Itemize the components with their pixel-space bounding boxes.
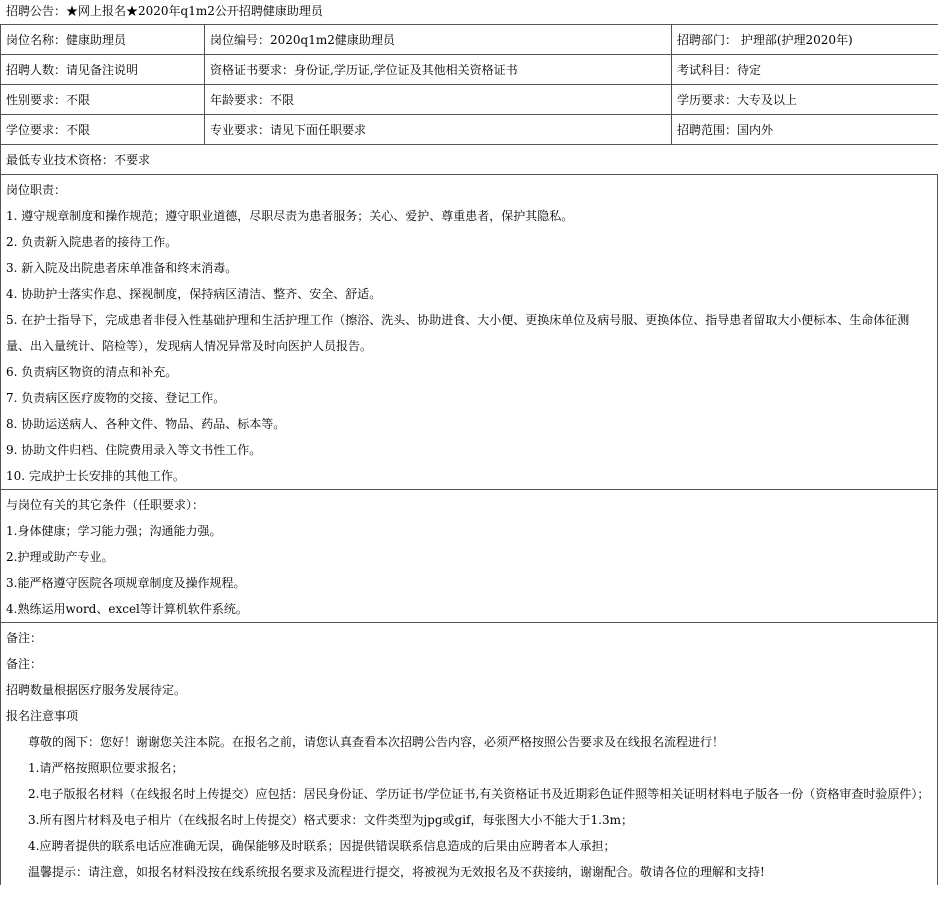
table-row — [1, 115, 938, 145]
list-item: 1. 遵守规章制度和操作规范；遵守职业道德，尽职尽责为患者服务；关心、爱护、尊重患者，保护其隐私。 — [6, 209, 574, 223]
list-item: 1.请严格按照职位要求报名； — [28, 761, 184, 775]
greeting-text: 尊敬的阁下：您好！谢谢您关注本院。在报名之前，请您认真查看本次招聘公告内容，必须严格按照公告要求及在线报名流程进行！ — [28, 735, 725, 749]
job-code-cell: 岗位编号：2020q1m2健康助理员 — [205, 25, 672, 55]
requirements-section — [0, 490, 938, 623]
list-item: 9. 协助文件归档、住院费用录入等文书性工作。 — [6, 443, 262, 457]
notes-label: 备注： — [6, 657, 43, 671]
duties-section — [0, 175, 938, 490]
department-cell: 招聘部门： 护理部(护理2020年) — [672, 25, 938, 55]
list-item: 3.能严格遵守医院各项规章制度及操作规程。 — [6, 576, 246, 590]
list-item: 1.身体健康；学习能力强；沟通能力强。 — [6, 524, 222, 538]
list-item: 4. 协助护士落实作息、探视制度，保持病区清洁、整齐、安全、舒适。 — [6, 287, 382, 301]
table-row — [1, 55, 938, 85]
table-row — [1, 145, 938, 175]
major-cell: 专业要求：请见下面任职要求 — [205, 115, 672, 145]
list-item: 2. 负责新入院患者的接待工作。 — [6, 235, 178, 249]
job-title-cell: 岗位名称：健康助理员 — [1, 25, 205, 55]
list-item: 7. 负责病区医疗废物的交接、登记工作。 — [6, 391, 226, 405]
certificates-cell: 资格证书要求：身份证,学历证,学位证及其他相关资格证书 — [205, 55, 672, 85]
scope-cell: 招聘范围：国内外 — [672, 115, 938, 145]
job-info-table — [0, 24, 938, 175]
list-item: 6. 负责病区物资的清点和补充。 — [6, 365, 178, 379]
list-item: 5. 在护士指导下，完成患者非侵入性基础护理和生活护理工作（擦浴、洗头、协助进食、大小便、更换床单位及病号服、更换体位、指导患者留取大小便标本、生命体征测量、出入量统计、陪检等），发现病人情况异常及时向医护人员报告。 — [6, 313, 910, 353]
notice-heading: 报名注意事项 — [6, 709, 79, 723]
list-item: 8. 协助运送病人、各种文件、物品、药品、标本等。 — [6, 417, 286, 431]
degree-cell: 学位要求：不限 — [1, 115, 205, 145]
list-item: 3. 新入院及出院患者床单准备和终末消毒。 — [6, 261, 238, 275]
list-item: 4.应聘者提供的联系电话应准确无误，确保能够及时联系；因提供错误联系信息造成的后果由应聘者本人承担； — [28, 839, 616, 853]
quota-note: 招聘数量根据医疗服务发展待定。 — [6, 683, 187, 697]
table-row — [1, 25, 938, 55]
list-item: 4.熟练运用word、excel等计算机软件系统。 — [6, 602, 248, 616]
min-title-cell: 最低专业技术资格：不要求 — [1, 145, 938, 175]
page-title: 招聘公告：★网上报名★2020年q1m2公开招聘健康助理员 — [6, 4, 323, 18]
headcount-cell: 招聘人数：请见备注说明 — [1, 55, 205, 85]
list-item: 2.护理或助产专业。 — [6, 550, 114, 564]
notes-section — [0, 623, 938, 885]
tip-text: 温馨提示：请注意，如报名材料没按在线系统报名要求及流程进行提交，将被视为无效报名及不获接纳，谢谢配合。敬请各位的理解和支持! — [28, 865, 765, 879]
exam-subject-cell: 考试科目：待定 — [672, 55, 938, 85]
list-item: 10. 完成护士长安排的其他工作。 — [6, 469, 185, 483]
requirements-heading: 与岗位有关的其它条件（任职要求）： — [6, 498, 205, 512]
duties-heading: 岗位职责： — [6, 183, 67, 197]
list-item: 2.电子版报名材料（在线报名时上传提交）应包括：居民身份证、学历证书/学位证书,有关资格证书及近期彩色证件照等相关证明材料电子版各一份（资格审查时验原件）； — [28, 787, 930, 801]
list-item: 3.所有图片材料及电子相片（在线报名时上传提交）格式要求：文件类型为jpg或gif，每张图大小不能大于1.3m； — [28, 813, 633, 827]
table-row — [1, 85, 938, 115]
gender-cell: 性别要求：不限 — [1, 85, 205, 115]
notes-label: 备注： — [6, 631, 43, 645]
age-cell: 年龄要求：不限 — [205, 85, 672, 115]
education-cell: 学历要求：大专及以上 — [672, 85, 938, 115]
